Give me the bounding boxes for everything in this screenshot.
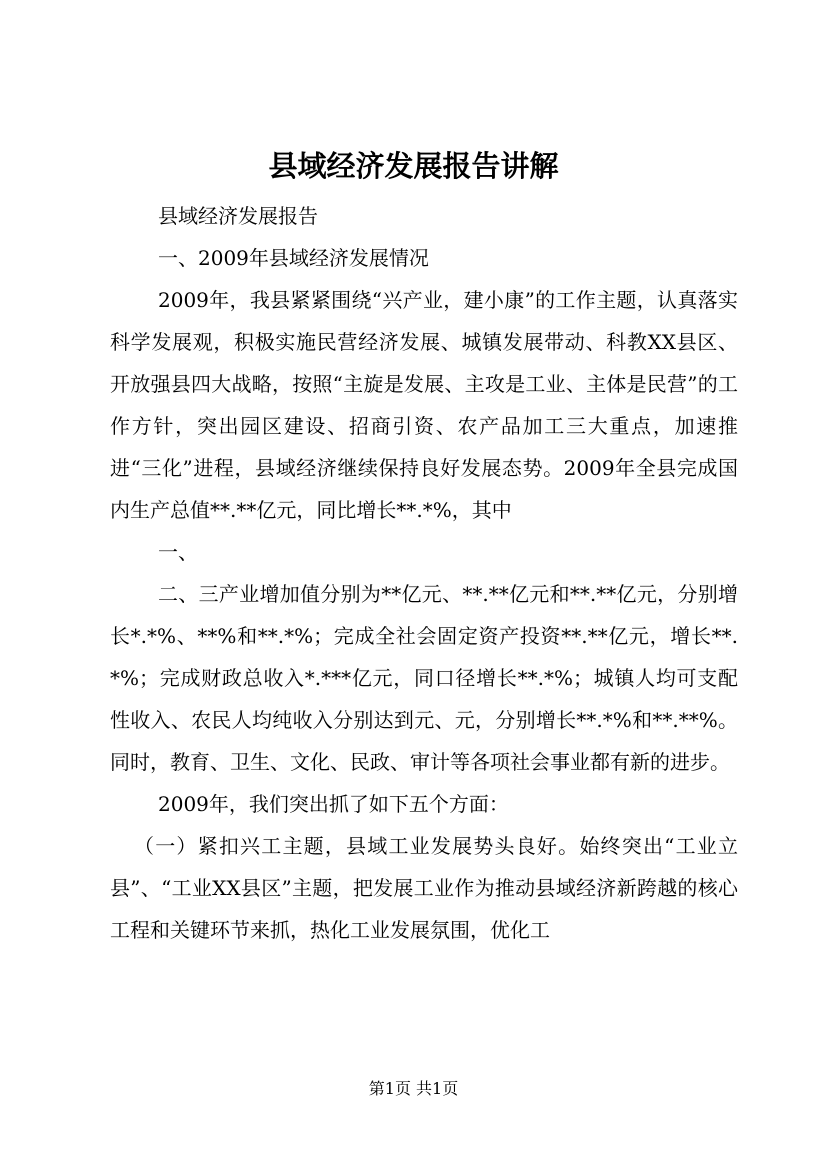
paragraph: 二、三产业增加值分别为**亿元、**.**亿元和**.**亿元，分别增长*.*%、**%和**.*%；完成全社会固定资产投资**.**亿元，增长**.*%；完成财政总收入*.***亿元，同口径增长**.*%；城镇人均可支配性收入、农民人均纯收入分别达到元、元，分别增长**.*%和**.**%。同时，教育、卫生、文化、民政、审计等各项社会事业都有新的进步。 (110, 582, 738, 774)
paragraph: 2009年，我们突出抓了如下五个方面： (158, 792, 509, 816)
document-title: 县域经济发展报告讲解 (268, 149, 559, 183)
paragraph: 一、 (158, 540, 198, 564)
page-footer: 第1页 共1页 (368, 1079, 459, 1098)
paragraph-section-heading: 一、2009年县域经济发展情况 (158, 246, 429, 270)
document-body (110, 195, 738, 951)
paragraph: 2009年，我县紧紧围绕“兴产业，建小康”的工作主题，认真落实科学发展观，积极实施民营经济发展、城镇发展带动、科教XX县区、开放强县四大战略，按照“主旋是发展、主攻是工业、主体是民营”的工作方针，突出园区建设、招商引资、农产品加工三大重点，加速推进“三化”进程，县域经济继续保持良好发展态势。2009年全县完成国内生产总值**.**亿元，同比增长**.*%，其中 (110, 288, 738, 522)
paragraph: （一）紧扣兴工主题，县域工业发展势头良好。始终突出“工业立县”、“工业XX县区”主题，把发展工业作为推动县域经济新跨越的核心工程和关键环节来抓，热化工业发展氛围，优化工 (110, 834, 738, 942)
paragraph-subtitle: 县域经济发展报告 (158, 204, 318, 228)
